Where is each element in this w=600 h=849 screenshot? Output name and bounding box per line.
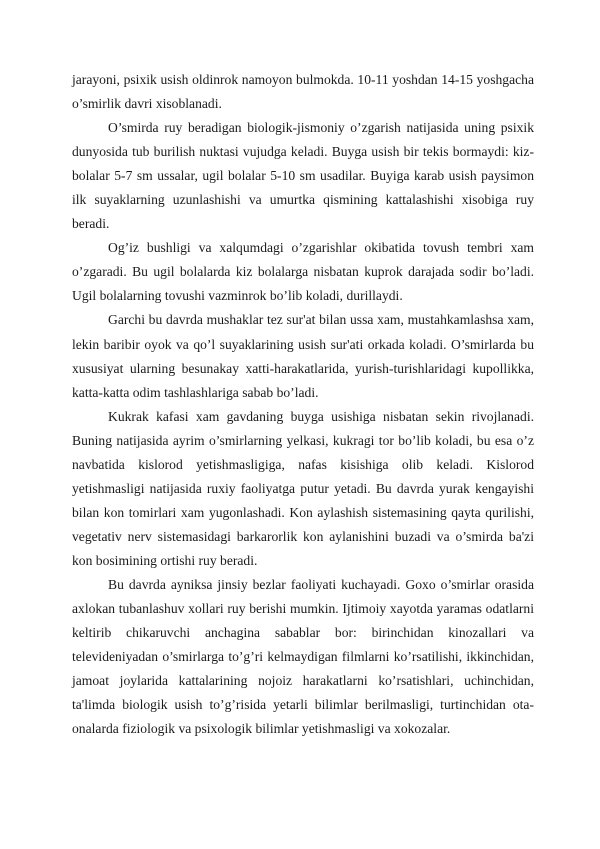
paragraph-chest-development: Kukrak kafasi xam gavdaning buyga usishiga nisbatan sekin rivojlanadi. Buning natijasida ayrim o’smirlarning yelkasi, kukragi tor bo’lib koladi, bu esa o’z navbatida kislorod yetishmasligiga, nafas kisishiga olib keladi. Kislorod yetishmasligi natijasida ruxiy faoliyatga putur yetadi. Bu davrda yurak kengayishi bilan kon tomirlari xam yugonlashadi. Kon aylashish sistemasining qayta qurilishi, vegetativ nerv sistemasidagi barkarorlik kon aylanishini buzadi va o’smirda ba'zi kon bosimining ortishi ruy beradi. [72, 408, 534, 568]
paragraph-biological-changes: O’smirda ruy beradigan biologik-jismoniy o’zgarish natijasida uning psixik dunyosida tub burilish nuktasi vujudga keladi. Buyga usish bir tekis bormaydi: kiz-bolalar 5-7 sm ussalar, ugil bolalar 5-10 sm usadilar. Buyiga karab usish paysimon ilk suyaklarning uzunlashishi va umurtka qismining kattalashishi xisobiga ruy beradi. [72, 120, 534, 232]
paragraph-continuation: jarayoni, psixik usish oldinrok namoyon bulmokda. 10-11 yoshdan 14-15 yoshgacha o’smirlik davri xisoblanadi. [72, 72, 534, 112]
paragraph-muscle-growth: Garchi bu davrda mushaklar tez sur'at bilan ussa xam, mustahkamlashsa xam, lekin baribir oyok va qo’l suyaklarining usish sur'ati orkada koladi. O’smirlarda bu xususiyat ularning besunakay xatti-harakatlarida, yurish-turishlaridagi kupollikka, katta-katta odim tashlashlariga sabab bo’ladi. [72, 312, 534, 400]
paragraph-voice-changes: Og’iz bushligi va xalqumdagi o’zgarishlar okibatida tovush tembri xam o’zgaradi. Bu ugil bolalarda kiz bolalarga nisbatan kuprok darajada sodir bo’ladi. Ugil bolalarning tovushi vazminrok bo’lib koladi, durillaydi. [72, 240, 534, 304]
paragraph-glands-and-social: Bu davrda ayniksa jinsiy bezlar faoliyati kuchayadi. Goxo o’smirlar orasida axlokan tubanlashuv xollari ruy berishi mumkin. Ijtimoiy xayotda yaramas odatlarni keltirib chikaruvchi anchagina sabablar bor: birinchidan kinozallari va televideniyadan o’smirlarga to’g’ri kelmaydigan filmlarni ko’rsatilishi, ikkinchidan, jamoat joylarida kattalarining nojoiz harakatlarni ko’rsatishlari, uchinchidan, ta'limda biologik usish to’g’risida yetarli bilimlar berilmasligi, turtinchidan ota-onalarda fiziologik va psixologik bilimlar yetishmasligi va xokozalar. [72, 576, 534, 737]
